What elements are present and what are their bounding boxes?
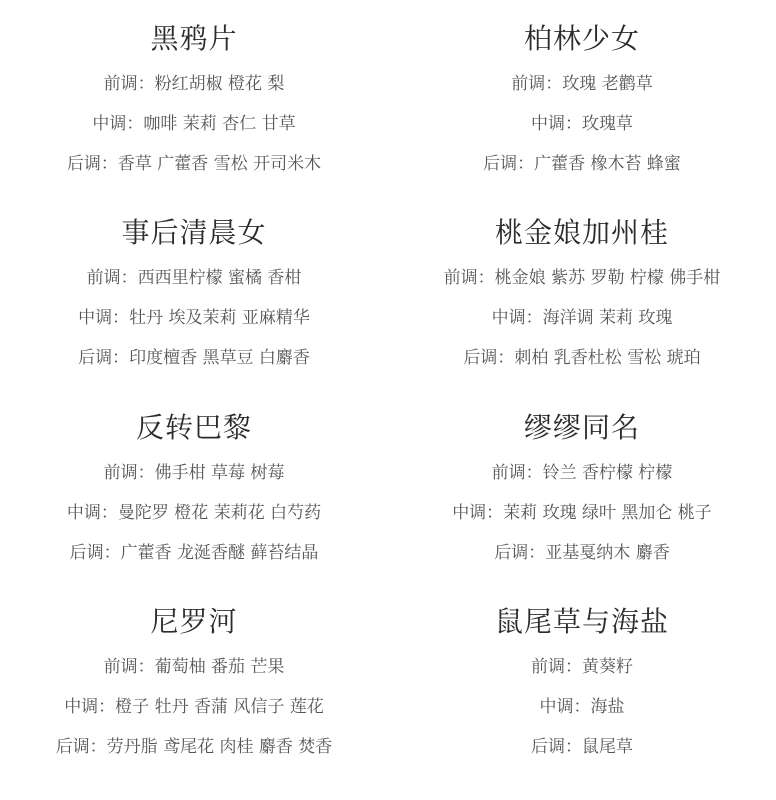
perfume-card [388,597,776,767]
perfume-name: 桃金娘加州桂 [494,216,669,249]
middle-notes: 中调：茉莉 玫瑰 绿叶 黑加仑 桃子 [452,503,712,523]
base-notes: 后调：香草 广藿香 雪松 开司米木 [66,154,322,174]
perfume-name: 缪缪同名 [523,411,640,444]
perfume-name: 柏林少女 [523,22,640,55]
top-notes: 前调：粉红胡椒 橙花 梨 [103,74,285,94]
perfume-name: 尼罗河 [150,605,238,638]
perfume-card [388,403,776,573]
middle-notes: 中调：橙子 牡丹 香蒲 风信子 莲花 [64,697,324,717]
top-notes: 前调：佛手柑 草莓 树莓 [103,463,285,483]
base-notes: 后调：鼠尾草 [531,737,633,757]
middle-notes: 中调：牡丹 埃及茉莉 亚麻精华 [78,308,310,328]
perfume-card [0,597,388,767]
base-notes: 后调：亚基戛纳木 麝香 [494,543,670,563]
top-notes: 前调：桃金娘 紫苏 罗勒 柠檬 佛手柑 [443,268,721,288]
perfume-card [388,208,776,378]
top-notes: 前调：黄葵籽 [531,657,633,677]
middle-notes: 中调：海盐 [539,697,625,717]
perfume-card [0,403,388,573]
base-notes: 后调：刺柏 乳香杜松 雪松 琥珀 [463,348,701,368]
perfume-name: 反转巴黎 [135,411,252,444]
perfume-card [388,14,776,184]
middle-notes: 中调：曼陀罗 橙花 茉莉花 白芍药 [66,503,322,523]
perfume-card [0,208,388,378]
perfume-name: 黑鸦片 [150,22,238,55]
top-notes: 前调：玫瑰 老鹳草 [511,74,653,94]
top-notes: 前调：葡萄柚 番茄 芒果 [103,657,285,677]
top-notes: 前调：西西里柠檬 蜜橘 香柑 [86,268,302,288]
base-notes: 后调：广藿香 龙涎香醚 藓苔结晶 [69,543,319,563]
top-notes: 前调：铃兰 香柠檬 柠檬 [491,463,673,483]
middle-notes: 中调：玫瑰草 [531,114,633,134]
perfume-name: 事后清晨女 [121,216,267,249]
base-notes: 后调：广藿香 橡木苔 蜂蜜 [483,154,681,174]
perfume-name: 鼠尾草与海盐 [494,605,669,638]
middle-notes: 中调：海洋调 茉莉 玫瑰 [491,308,673,328]
base-notes: 后调：印度檀香 黑草豆 白麝香 [78,348,310,368]
base-notes: 后调：劳丹脂 鸢尾花 肉桂 麝香 焚香 [55,737,333,757]
perfume-card [0,14,388,184]
middle-notes: 中调：咖啡 茉莉 杏仁 甘草 [92,114,296,134]
